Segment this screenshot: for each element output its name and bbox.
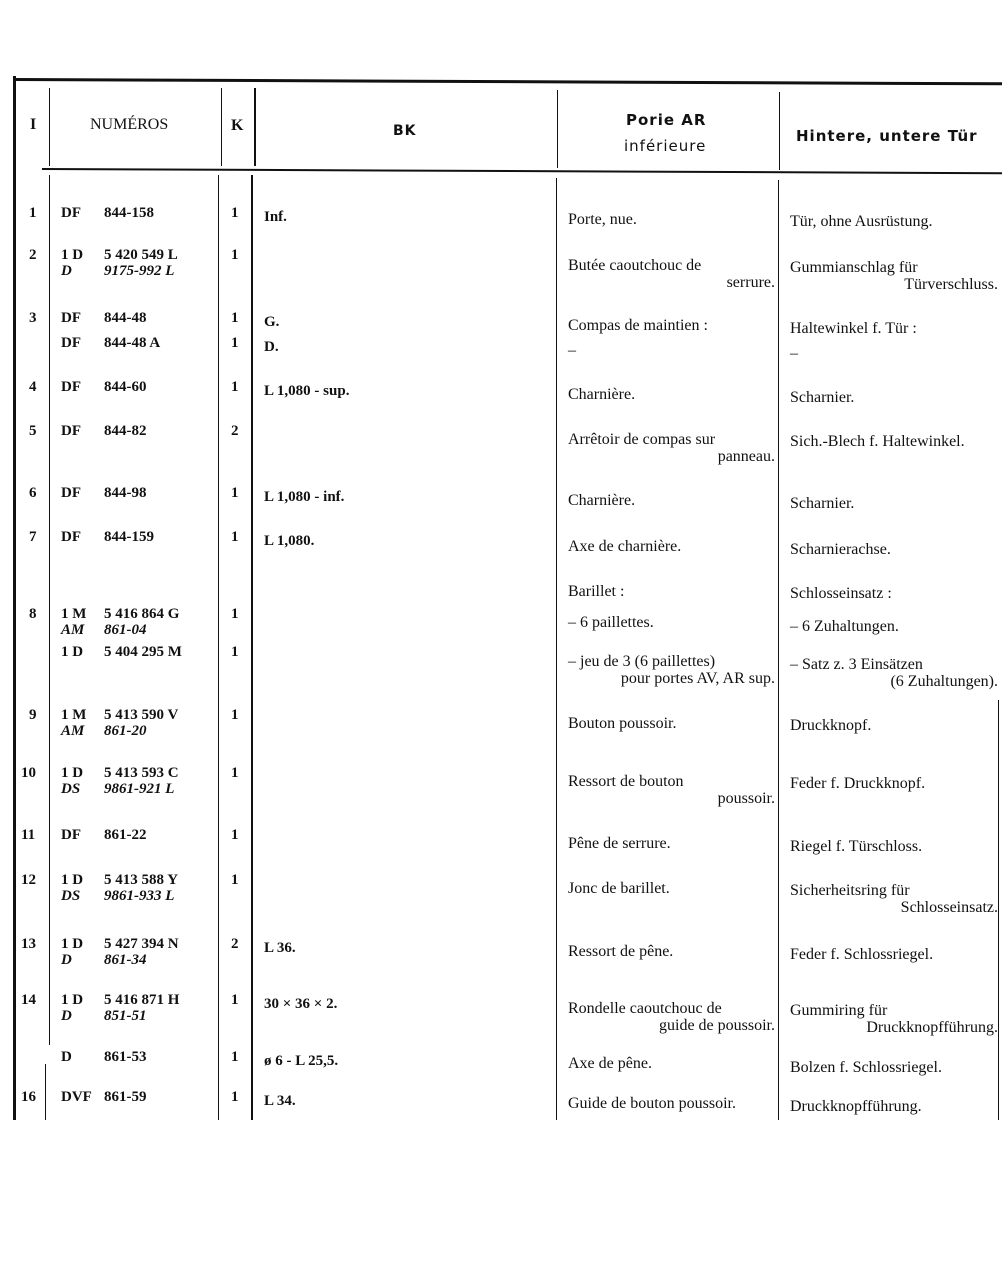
- part-number: 861-59: [104, 1089, 147, 1105]
- row-index: 2: [29, 247, 37, 263]
- col-divider-k: [254, 88, 256, 166]
- quantity-k: 1: [231, 247, 239, 263]
- description-de: Feder f. Schlossriegel.: [790, 946, 934, 963]
- part-number: 5 420 549 L: [104, 247, 178, 263]
- bk-spec: L 36.: [264, 940, 296, 956]
- alt-part-number: 861-20: [104, 723, 147, 739]
- part-prefix: 1 D: [61, 872, 84, 888]
- description-de: –: [790, 345, 798, 362]
- description-de: Gummiring für: [790, 1002, 888, 1019]
- col-divider-k-body: [251, 175, 253, 1120]
- description-fr: Guide de bouton poussoir.: [568, 1095, 736, 1112]
- part-prefix: DF: [61, 485, 81, 501]
- description-de: Sich.-Blech f. Haltewinkel.: [790, 433, 965, 450]
- alt-part-prefix: D: [61, 952, 72, 968]
- bk-spec: L 1,080 - inf.: [264, 489, 345, 505]
- description-de: Scharnier.: [790, 495, 855, 512]
- part-number: 844-98: [104, 485, 147, 501]
- alt-part-number: 861-04: [104, 622, 147, 638]
- part-prefix: DF: [61, 827, 81, 843]
- quantity-k: 1: [231, 205, 239, 221]
- part-prefix: 1 D: [61, 644, 84, 660]
- row-index: 8: [29, 606, 37, 622]
- bk-spec: L 34.: [264, 1093, 296, 1109]
- description-fr: Rondelle caoutchouc de: [568, 1000, 722, 1017]
- description-de: Tür, ohne Ausrüstung.: [790, 213, 933, 230]
- quantity-k: 1: [231, 872, 239, 888]
- quantity-k: 1: [231, 335, 239, 351]
- col-divider-fr: [779, 92, 780, 170]
- quantity-k: 1: [231, 827, 239, 843]
- description-fr: Bouton poussoir.: [568, 715, 677, 732]
- description-de: Haltewinkel f. Tür :: [790, 320, 917, 337]
- row-index: 7: [29, 529, 37, 545]
- part-prefix: 1 D: [61, 992, 84, 1008]
- quantity-k: 2: [231, 423, 239, 439]
- header-bottom-rule: [42, 168, 1002, 174]
- description-de: Schlosseinsatz :: [790, 585, 892, 602]
- row-index: 10: [21, 765, 36, 781]
- part-prefix: DF: [61, 379, 81, 395]
- bk-spec: D.: [264, 339, 279, 355]
- part-number: 844-82: [104, 423, 147, 439]
- part-prefix: DF: [61, 529, 81, 545]
- quantity-k: 1: [231, 1049, 239, 1065]
- bk-spec: Inf.: [264, 209, 287, 225]
- description-fr-cont: serrure.: [726, 274, 775, 291]
- part-number: 5 427 394 N: [104, 936, 179, 952]
- row-index: 9: [29, 707, 37, 723]
- description-fr-cont: guide de poussoir.: [659, 1017, 775, 1034]
- col-divider-i-body2: [45, 1064, 46, 1120]
- header-col-bk: BK: [393, 123, 417, 139]
- col-divider-bk-body: [556, 178, 557, 1120]
- row-index: 12: [21, 872, 36, 888]
- description-de: Druckknopfführung.: [790, 1098, 922, 1115]
- col-divider-i-body: [49, 175, 50, 1045]
- row-index: 13: [21, 936, 36, 952]
- quantity-k: 1: [231, 1089, 239, 1105]
- description-fr: Axe de pêne.: [568, 1055, 652, 1072]
- description-de: Gummianschlag für: [790, 259, 918, 276]
- header-col-i: I: [30, 116, 37, 133]
- row-index: 11: [21, 827, 36, 843]
- description-fr: Charnière.: [568, 386, 636, 403]
- description-de: Scharnierachse.: [790, 541, 891, 558]
- description-de: Druckknopf.: [790, 717, 872, 734]
- quantity-k: 1: [231, 606, 239, 622]
- row-index: 5: [29, 423, 37, 439]
- alt-part-prefix: DS: [61, 888, 81, 904]
- table-top-border: [15, 78, 1002, 85]
- description-de-cont: Türverschluss.: [904, 276, 998, 293]
- bk-spec: L 1,080 - sup.: [264, 383, 350, 399]
- description-fr: Arrêtoir de compas sur: [568, 431, 716, 448]
- part-prefix: DF: [61, 423, 81, 439]
- description-fr: – 6 paillettes.: [568, 614, 654, 631]
- description-fr: Butée caoutchouc de: [568, 257, 702, 274]
- quantity-k: 1: [231, 644, 239, 660]
- quantity-k: 1: [231, 379, 239, 395]
- alt-part-prefix: AM: [61, 622, 85, 638]
- description-fr: Ressort de bouton: [568, 773, 684, 790]
- alt-part-number: 9861-933 L: [104, 888, 175, 904]
- part-prefix: DF: [61, 310, 81, 326]
- part-prefix: 1 M: [61, 707, 87, 723]
- description-fr: – jeu de 3 (6 paillettes): [568, 653, 716, 670]
- header-col-numeros: NUMÉROS: [90, 116, 169, 133]
- description-de-cont: Druckknopfführung.: [866, 1019, 998, 1036]
- quantity-k: 1: [231, 529, 239, 545]
- description-fr: Axe de charnière.: [568, 538, 682, 555]
- header-col-de: Hintere, untere Tür: [796, 127, 978, 145]
- quantity-k: 1: [231, 992, 239, 1008]
- description-fr: Compas de maintien :: [568, 317, 708, 334]
- quantity-k: 2: [231, 936, 239, 952]
- description-fr: Ressort de pêne.: [568, 943, 674, 960]
- col-divider-right: [998, 700, 999, 1120]
- part-number: 844-48 A: [104, 335, 161, 351]
- row-index: 3: [29, 310, 37, 326]
- part-number: 5 416 864 G: [104, 606, 180, 622]
- description-de: – Satz z. 3 Einsätzen: [790, 656, 923, 673]
- description-fr: Jonc de barillet.: [568, 880, 670, 897]
- header-col-fr-line1: Porie AR: [626, 111, 707, 129]
- bk-spec: G.: [264, 314, 280, 330]
- description-fr-cont: poussoir.: [717, 790, 775, 807]
- quantity-k: 1: [231, 765, 239, 781]
- description-de: Bolzen f. Schlossriegel.: [790, 1059, 942, 1076]
- header-col-k: K: [231, 117, 244, 134]
- row-index: 6: [29, 485, 37, 501]
- part-number: 5 413 593 C: [104, 765, 179, 781]
- quantity-k: 1: [231, 707, 239, 723]
- part-number: 5 404 295 M: [104, 644, 182, 660]
- description-de-cont: Schlosseinsatz.: [900, 899, 998, 916]
- part-number: 5 413 590 V: [104, 707, 179, 723]
- quantity-k: 1: [231, 310, 239, 326]
- col-divider-numeros-body: [218, 175, 219, 1120]
- part-prefix: DF: [61, 205, 81, 221]
- part-prefix: D: [61, 1049, 72, 1065]
- part-prefix: 1 M: [61, 606, 87, 622]
- row-index: 4: [29, 379, 37, 395]
- bk-spec: ø 6 - L 25,5.: [264, 1053, 339, 1069]
- part-number: 861-22: [104, 827, 147, 843]
- description-fr: Pêne de serrure.: [568, 835, 671, 852]
- alt-part-prefix: DS: [61, 781, 81, 797]
- alt-part-prefix: D: [61, 1008, 72, 1024]
- description-de: Riegel f. Türschloss.: [790, 838, 923, 855]
- alt-part-number: 861-34: [104, 952, 147, 968]
- row-index: 16: [21, 1089, 36, 1105]
- part-prefix: 1 D: [61, 936, 84, 952]
- description-fr-cont: pour portes AV, AR sup.: [620, 670, 775, 687]
- alt-part-prefix: AM: [61, 723, 85, 739]
- part-number: 844-159: [104, 529, 154, 545]
- description-de-cont: (6 Zuhaltungen).: [890, 673, 998, 690]
- table-left-border: [13, 76, 16, 1120]
- col-divider-bk: [557, 90, 558, 168]
- part-prefix: 1 D: [61, 247, 84, 263]
- description-fr: Barillet :: [568, 583, 625, 600]
- alt-part-number: 9861-921 L: [104, 781, 175, 797]
- description-fr: Charnière.: [568, 492, 636, 509]
- description-de: – 6 Zuhaltungen.: [790, 618, 899, 635]
- part-number: 5 413 588 Y: [104, 872, 179, 888]
- alt-part-prefix: D: [61, 263, 72, 279]
- description-fr-cont: panneau.: [717, 448, 775, 465]
- description-de: Sicherheitsring für: [790, 882, 910, 899]
- part-number: 844-60: [104, 379, 147, 395]
- part-number: 844-158: [104, 205, 154, 221]
- quantity-k: 1: [231, 485, 239, 501]
- row-index: 1: [29, 205, 37, 221]
- col-divider-fr-body: [778, 180, 779, 1120]
- row-index: 14: [21, 992, 36, 1008]
- col-divider-i: [49, 88, 50, 166]
- bk-spec: 30 × 36 × 2.: [264, 996, 338, 1012]
- bk-spec: L 1,080.: [264, 533, 315, 549]
- description-de: Scharnier.: [790, 389, 855, 406]
- col-divider-numeros: [221, 88, 222, 166]
- part-number: 844-48: [104, 310, 147, 326]
- alt-part-number: 9175-992 L: [104, 263, 175, 279]
- part-prefix: 1 D: [61, 765, 84, 781]
- part-number: 5 416 871 H: [104, 992, 180, 1008]
- part-prefix: DF: [61, 335, 81, 351]
- description-fr: Porte, nue.: [568, 211, 637, 228]
- part-number: 861-53: [104, 1049, 147, 1065]
- part-prefix: DVF: [61, 1089, 92, 1105]
- alt-part-number: 851-51: [104, 1008, 147, 1024]
- description-de: Feder f. Druckknopf.: [790, 775, 926, 792]
- description-fr: –: [568, 342, 576, 359]
- header-col-fr-line2: inférieure: [624, 137, 707, 155]
